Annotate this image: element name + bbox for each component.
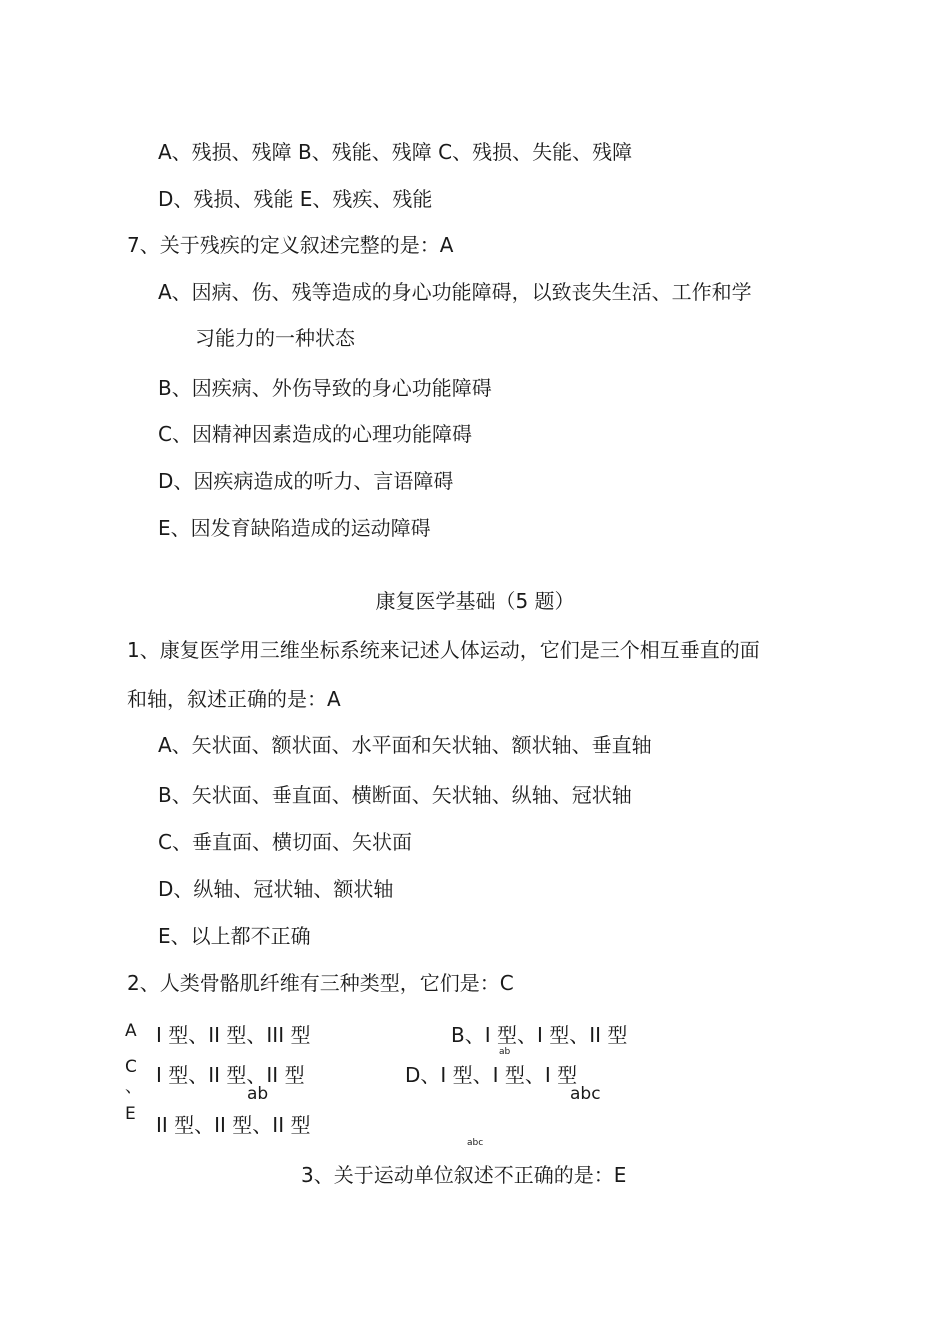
question-7-option-c: C、因精神因素造成的心理功能障碍 [158, 422, 472, 446]
question-2-option-e-subscript: abc [467, 1138, 484, 1148]
question-2-option-d-subscript: abc [570, 1084, 601, 1104]
question-2-label-a: A [125, 1021, 137, 1041]
question-3-stem: 3、关于运动单位叙述不正确的是：E [301, 1163, 627, 1187]
question-7-option-b: B、因疾病、外伤导致的身心功能障碍 [158, 376, 492, 400]
question-2-option-c-subscript: ab [247, 1084, 269, 1104]
question-2-option-b: B、I 型、I 型、II 型 [451, 1023, 628, 1047]
question-1-stem-line-1: 1、康复医学用三维坐标系统来记述人体运动，它们是三个相互垂直的面 [127, 638, 760, 662]
question-7-option-a-line-2: 习能力的一种状态 [195, 326, 355, 350]
question-2-option-b-subscript: ab [499, 1047, 511, 1057]
prev-options-line-1: A、残损、残障 B、残能、残障 C、残损、失能、残障 [158, 140, 633, 164]
question-1-option-e: E、以上都不正确 [158, 924, 311, 948]
question-2-stem: 2、人类骨骼肌纤维有三种类型，它们是：C [127, 971, 514, 995]
question-1-option-d: D、纵轴、冠状轴、额状轴 [158, 877, 394, 901]
question-2-option-e: II 型、II 型、II 型 [156, 1113, 311, 1137]
question-7-option-d: D、因疾病造成的听力、言语障碍 [158, 469, 454, 493]
question-2-option-d: D、I 型、I 型、I 型 [405, 1063, 578, 1087]
question-7-stem: 7、关于残疾的定义叙述完整的是：A [127, 233, 454, 257]
question-1-option-c: C、垂直面、横切面、矢状面 [158, 830, 412, 854]
question-1-option-a: A、矢状面、额状面、水平面和矢状轴、额状轴、垂直轴 [158, 733, 652, 757]
prev-options-line-2: D、残损、残能 E、残疾、残能 [158, 187, 433, 211]
question-1-option-b: B、矢状面、垂直面、横断面、矢状轴、纵轴、冠状轴 [158, 783, 632, 807]
question-1-stem-line-2: 和轴，叙述正确的是：A [127, 687, 341, 711]
question-2-option-c: I 型、II 型、II 型 [156, 1063, 305, 1087]
question-7-option-e: E、因发育缺陷造成的运动障碍 [158, 516, 431, 540]
question-2-label-e: E [125, 1104, 136, 1124]
question-7-option-a-line-1: A、因病、伤、残等造成的身心功能障碍，以致丧失生活、工作和学 [158, 280, 752, 304]
section-title: 康复医学基础（5 题） [375, 589, 575, 613]
question-2-label-c: C [125, 1057, 137, 1077]
question-2-option-a: I 型、II 型、III 型 [156, 1023, 311, 1047]
question-2-label-separator: 、 [125, 1077, 142, 1097]
